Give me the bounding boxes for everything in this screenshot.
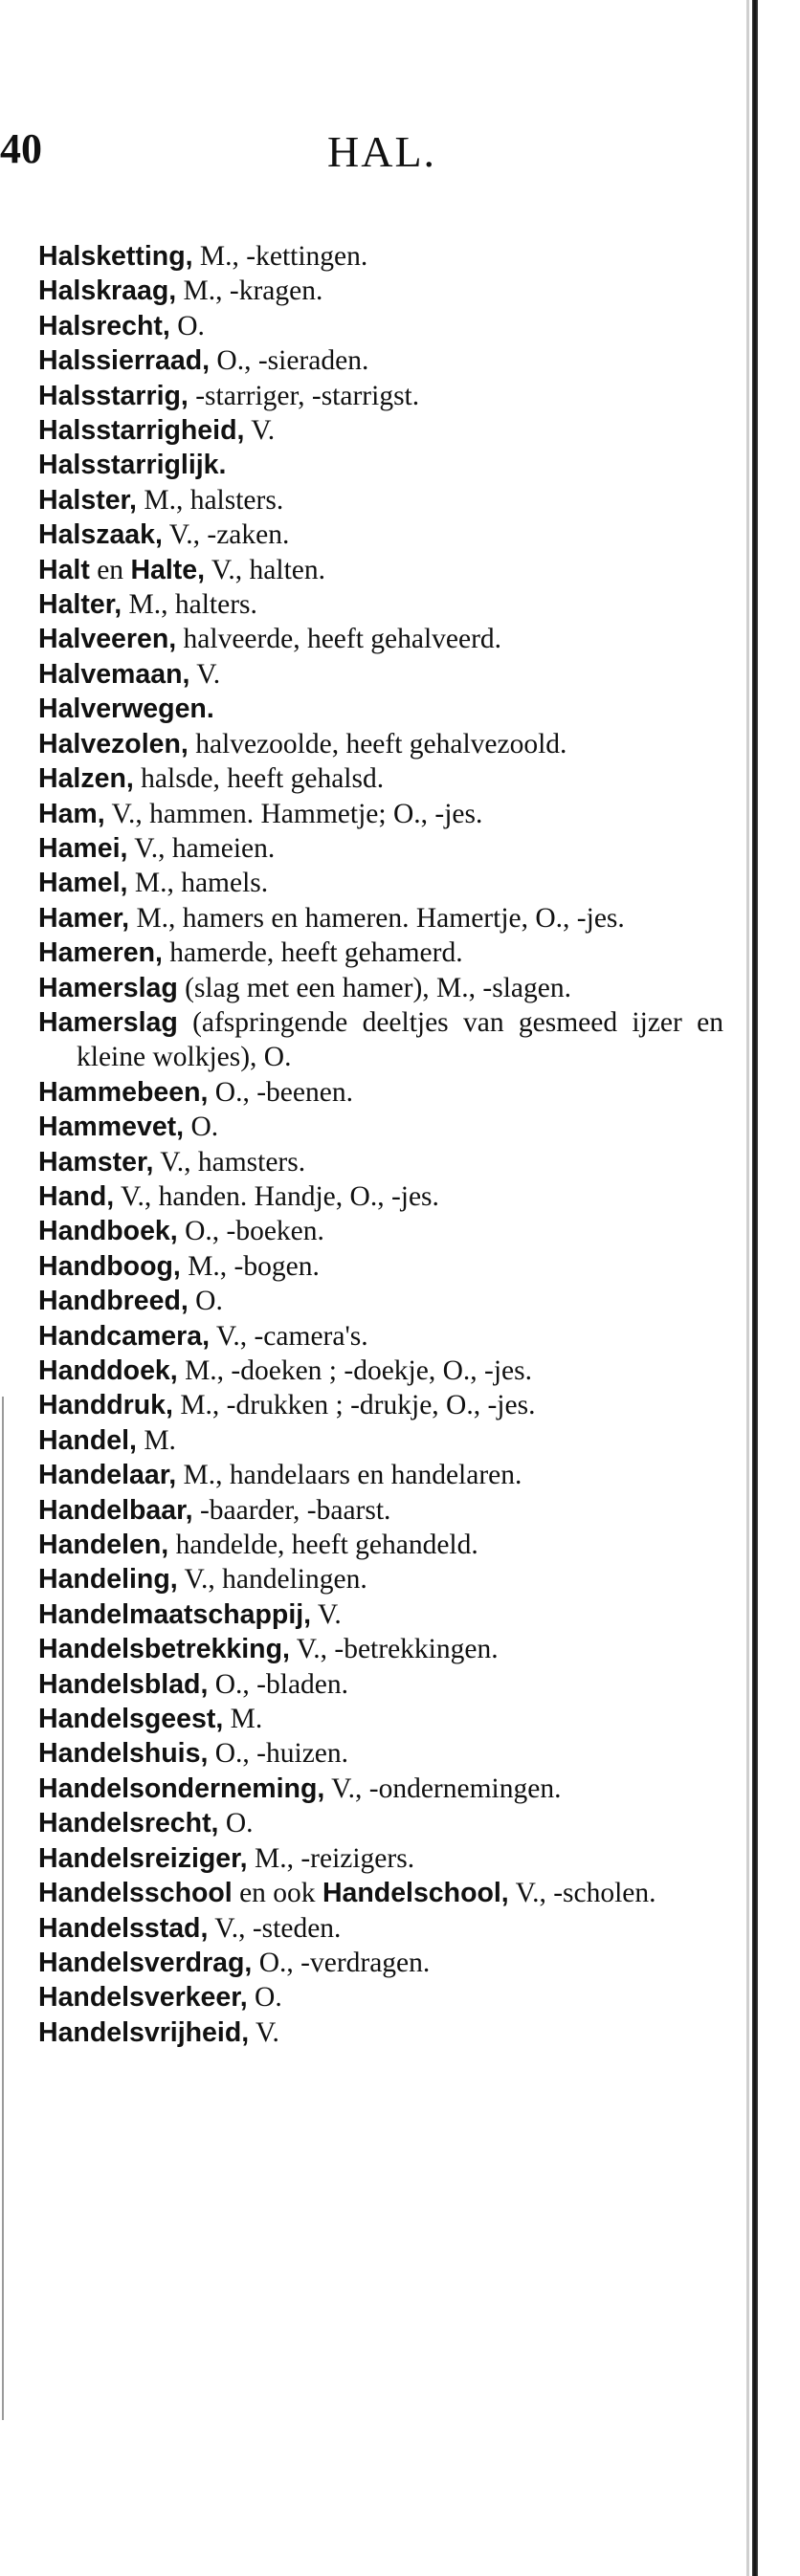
definition: V., handen. Handje, O., -jes.	[114, 1180, 439, 1212]
definition: M., -reizigers.	[247, 1842, 415, 1874]
definition: V., halten.	[205, 554, 325, 585]
headword: Handelmaatschappij,	[38, 1598, 312, 1630]
definition: V., -steden.	[208, 1912, 342, 1944]
definition: V.	[249, 2016, 279, 2048]
page-edge-shadow	[746, 0, 749, 2576]
headword: Halverwegen.	[38, 694, 214, 725]
entry-11	[38, 622, 723, 656]
definition: (slag met een hamer), M., -slagen.	[177, 972, 571, 1003]
definition: O., -verdragen.	[252, 1947, 431, 1978]
headword: Halsrecht,	[38, 310, 170, 341]
definition: V.	[311, 1598, 342, 1630]
page-edge	[752, 0, 758, 2576]
definition: O.	[188, 1286, 223, 1317]
definition: halveerde, heeft gehalveerd.	[176, 624, 502, 655]
connector: en	[89, 554, 131, 585]
definition: V., hamsters.	[153, 1146, 306, 1178]
definition: -baarder, -baarst.	[192, 1494, 391, 1526]
entry-18	[38, 866, 723, 900]
headword: Handelsbetrekking,	[38, 1634, 290, 1665]
definition: V.	[244, 415, 276, 447]
headword: Halsstarrig,	[38, 380, 189, 411]
definition: M., -kragen.	[176, 275, 323, 307]
entry-48	[38, 1946, 723, 1980]
headword: Halzen,	[38, 763, 134, 795]
connector: en ook	[232, 1878, 322, 1909]
definition: M.	[136, 1424, 176, 1456]
page-number: 40	[0, 125, 42, 172]
definition: (afspringende deeltjes van gesmeed ijzer en kleine wolkjes), O.	[77, 1006, 723, 1073]
entry-36	[38, 1528, 723, 1562]
headword-variant: Halte,	[130, 554, 206, 585]
definition: O., -sieraden.	[210, 345, 369, 377]
headword: Handelshuis,	[38, 1738, 209, 1770]
entry-33	[38, 1423, 723, 1458]
definition: hamerde, heeft gehamerd.	[162, 937, 463, 969]
headword: Handelsblad,	[38, 1668, 209, 1700]
entry-43	[38, 1772, 723, 1806]
entry-41	[38, 1702, 723, 1736]
definition: V., handelingen.	[177, 1564, 367, 1596]
entry-25	[38, 1145, 723, 1179]
entry-47	[38, 1911, 723, 1946]
entry-40	[38, 1667, 723, 1702]
entry-13	[38, 692, 723, 726]
entry-6	[38, 448, 723, 482]
headword: Hamel,	[38, 868, 128, 899]
entry-22	[38, 1005, 723, 1075]
entry-12	[38, 657, 723, 692]
headword: Handelsgeest,	[38, 1704, 224, 1735]
headword: Hamer,	[38, 902, 130, 934]
definition: M., handelaars en handelaren.	[176, 1460, 522, 1491]
headword: Handdoek,	[38, 1355, 178, 1386]
headword: Handdruk,	[38, 1390, 173, 1421]
entry-10	[38, 587, 723, 622]
entry-17	[38, 831, 723, 866]
headword: Halvezolen,	[38, 728, 189, 760]
headword: Hamei,	[38, 832, 128, 864]
definition: M., hamers en hameren. Hamertje, O., -jes.	[129, 902, 625, 934]
definition: V., hammen. Hammetje; O., -jes.	[104, 798, 483, 829]
headword: Hameren,	[38, 937, 163, 969]
entry-3	[38, 343, 723, 378]
definition: O.	[169, 310, 205, 341]
headword: Halskraag,	[38, 275, 177, 307]
entry-45	[38, 1841, 723, 1876]
definition: V.	[189, 658, 221, 690]
headword: Handelbaar,	[38, 1494, 193, 1526]
entry-20	[38, 936, 723, 970]
entry-42	[38, 1736, 723, 1771]
entry-29	[38, 1284, 723, 1318]
entry-35	[38, 1493, 723, 1528]
definition: O., -bladen.	[208, 1668, 349, 1700]
entry-2	[38, 309, 723, 343]
definition: M., halters.	[122, 589, 257, 621]
running-head: HAL.	[327, 127, 437, 176]
entry-19	[38, 901, 723, 936]
entry-16	[38, 797, 723, 831]
headword: Handboek,	[38, 1216, 178, 1247]
entry-37	[38, 1562, 723, 1596]
headword: Halter,	[38, 589, 122, 621]
definition: halvezoolde, heeft gehalvezoold.	[188, 728, 567, 760]
definition: O.	[218, 1808, 254, 1839]
headword: Halveeren,	[38, 624, 177, 655]
entry-23	[38, 1075, 723, 1110]
definition: V., -scholen.	[508, 1878, 656, 1909]
headword: Handbreed,	[38, 1286, 189, 1317]
headword: Handboog,	[38, 1250, 181, 1282]
entry-46	[38, 1876, 723, 1910]
definition: O.	[184, 1112, 219, 1143]
definition: M., halsters.	[136, 484, 284, 516]
entry-31	[38, 1354, 723, 1388]
definition: handelde, heeft gehandeld.	[168, 1530, 478, 1561]
headword: Hammevet,	[38, 1112, 185, 1143]
definition: M., hamels.	[127, 868, 269, 899]
headword: Handel,	[38, 1424, 137, 1456]
definition: -starriger, -starrigst.	[188, 380, 420, 411]
entry-30	[38, 1319, 723, 1354]
entry-39	[38, 1632, 723, 1666]
headword: Hamerslag	[38, 972, 178, 1003]
definition: V., -betrekkingen.	[289, 1634, 499, 1665]
headword: Hamerslag	[38, 1006, 178, 1038]
definition: M., -bogen.	[180, 1250, 320, 1282]
definition: M., -doeken ; -doekje, O., -jes.	[177, 1355, 532, 1386]
definition: V., -ondernemingen.	[324, 1772, 562, 1804]
entry-1	[38, 274, 723, 308]
entry-14	[38, 727, 723, 761]
definition: O.	[247, 1982, 282, 2014]
headword: Ham,	[38, 798, 105, 829]
headword: Halvemaan,	[38, 658, 190, 690]
definition: O., -boeken.	[177, 1216, 324, 1247]
definition: V., -camera's.	[210, 1320, 368, 1352]
entry-8	[38, 517, 723, 552]
margin-rule	[2, 1397, 4, 2420]
definition: halsde, heeft gehalsd.	[133, 763, 385, 795]
entry-44	[38, 1806, 723, 1840]
headword: Handelsonderneming,	[38, 1772, 325, 1804]
entry-7	[38, 483, 723, 517]
entry-21	[38, 971, 723, 1005]
headword: Halssierraad,	[38, 345, 211, 377]
definition: M., -kettingen.	[192, 241, 368, 272]
headword: Handeling,	[38, 1564, 178, 1596]
entry-5	[38, 413, 723, 448]
definition: V., -zaken.	[162, 519, 290, 551]
entry-4	[38, 379, 723, 413]
entry-9	[38, 553, 723, 587]
headword: Hammebeen,	[38, 1076, 209, 1108]
entry-26	[38, 1179, 723, 1214]
definition: M., -drukken ; -drukje, O., -jes.	[172, 1390, 536, 1421]
entry-34	[38, 1458, 723, 1492]
headword: Handcamera,	[38, 1320, 211, 1352]
entry-32	[38, 1388, 723, 1422]
headword: Handelsreiziger,	[38, 1842, 248, 1874]
headword: Handelsrecht,	[38, 1808, 219, 1839]
headword: Handelsschool	[38, 1878, 233, 1909]
entry-27	[38, 1214, 723, 1248]
headword: Halszaak,	[38, 519, 163, 551]
entry-50	[38, 2015, 723, 2050]
headword: Halster,	[38, 484, 137, 516]
entry-28	[38, 1249, 723, 1284]
definition: M.	[223, 1704, 263, 1735]
definition: O., -huizen.	[208, 1738, 349, 1770]
headword: Handelaar,	[38, 1460, 177, 1491]
headword: Halsstarriglijk.	[38, 450, 227, 481]
headword: Handelsvrijheid,	[38, 2016, 250, 2048]
definition: V., hameien.	[127, 832, 276, 864]
headword: Hand,	[38, 1180, 115, 1212]
headword: Hamster,	[38, 1146, 154, 1178]
dictionary-entries	[38, 239, 723, 2050]
entry-49	[38, 1980, 723, 2015]
headword: Halt	[38, 554, 90, 585]
headword: Handelsverdrag,	[38, 1947, 253, 1978]
headword: Handelsverkeer,	[38, 1982, 248, 2014]
entry-24	[38, 1110, 723, 1144]
headword: Handelsstad,	[38, 1912, 209, 1944]
definition: O., -beenen.	[208, 1076, 353, 1108]
headword: Halsstarrigheid,	[38, 415, 245, 447]
entry-15	[38, 761, 723, 796]
headword: Halsketting,	[38, 241, 193, 272]
headword: Handelen,	[38, 1530, 169, 1561]
headword-variant: Handelschool,	[322, 1878, 509, 1909]
entry-0	[38, 239, 723, 274]
entry-38	[38, 1597, 723, 1632]
